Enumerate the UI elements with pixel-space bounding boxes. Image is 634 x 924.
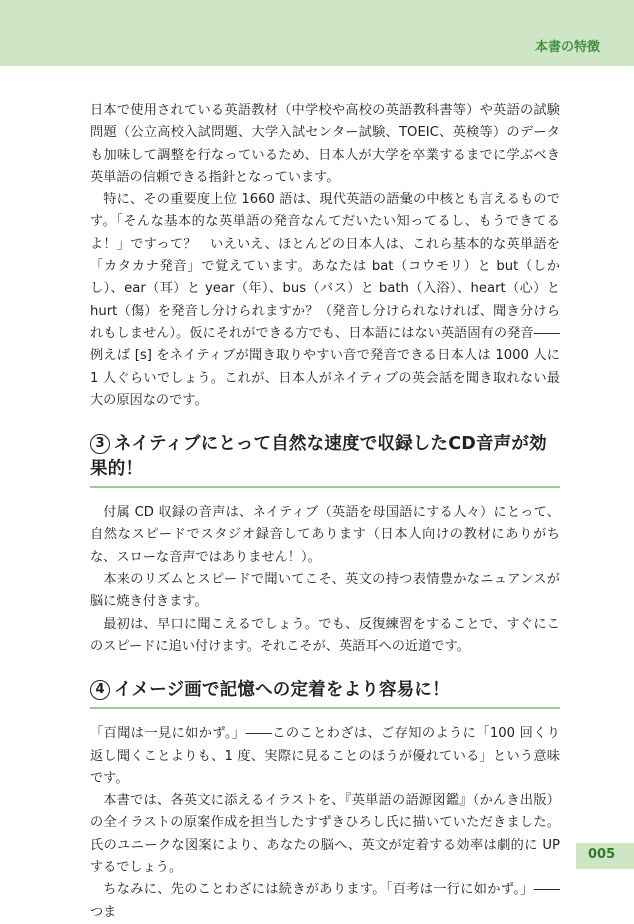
chapter-title: 本書の特徴 bbox=[534, 40, 600, 55]
header-band bbox=[0, 0, 634, 66]
section-4-paragraph-2: 本書では、各英文に添えるイラストを、『英単語の語源図鑑』（かんき出版）の全イラストの原案作成を担当したすずきひろし氏に描いていただきました。氏のユニークな図案により、あなたの脳へ、英文が定着する効率は劇的に UP するでしょう。 bbox=[90, 793, 560, 876]
intro-paragraph-1: 日本で使用されている英語教材（中学校や高校の英語教科書等）や英語の試験問題（公立高校入試問題、大学入試センター試験、TOEIC、英検等）のデータも加味して調整を行なっているため、日本人が大学を卒業するまでに学ぶべき英単語の信頼できる指針となっています。 bbox=[90, 103, 560, 185]
section-3-heading bbox=[90, 430, 560, 488]
section-3-paragraph-1: 付属 CD 収録の音声は、ネイティブ（英語を母国語にする人々）にとって、自然なスピードでスタジオ録音してあります（日本人向けの教材にありがちな、スローな音声ではありません！）。 bbox=[90, 505, 560, 565]
intro-paragraph-2: 特に、その重要度上位 1660 語は、現代英語の語彙の中核とも言えるものです。「そんな基本的な英単語の発音なんてだいたい知ってるし、もうできてるよ！」ですって？ いえいえ、ほとんどの日本人は、これら基本的な英単語を「カタカナ発音」で覚えています。あなたは bat（コウモリ）と but（しかし）、ear（耳）と year（年）、bus（バス）と bath（入浴）、heart（心）と hurt（傷）を発音し分けられますか？（発音し分けられなければ、聞き分けられもしません）。仮にそれができる方でも、日本語にはない英語固有の発音――例えば [s] をネイティブが聞き取りやすい音で発音できる日本人は 1000 人に 1 人ぐらいでしょう。これが、日本人がネイティブの英会話を聞き取れない最大の原因なのです。 bbox=[90, 192, 560, 408]
page-number-tab bbox=[576, 843, 634, 869]
section-4-title: イメージ画で記憶への定着をより容易に！ bbox=[114, 680, 450, 701]
section-4-paragraph-1: 「百聞は一見に如かず。」――このことわざは、ご存知のように「100 回くり返し聞くことよりも、1 度、実際に見ることのほうが優れている」という意味です。 bbox=[90, 726, 560, 786]
section-4-number: 4 bbox=[90, 680, 110, 700]
section-3-title: ネイティブにとって自然な速度で収録したCD音声が効果的！ bbox=[90, 434, 547, 480]
page-number: 005 bbox=[588, 847, 616, 862]
page-body bbox=[90, 100, 560, 924]
section-4-heading bbox=[90, 676, 560, 709]
section-3-number: 3 bbox=[90, 434, 110, 454]
section-3-paragraph-3: 最初は、早口に聞こえるでしょう。でも、反復練習をすることで、すぐにこのスピードに追い付けます。それこそが、英語耳への近道です。 bbox=[90, 616, 560, 654]
section-3-paragraph-2: 本来のリズムとスピードで聞いてこそ、英文の持つ表情豊かなニュアンスが脳に焼き付きます。 bbox=[90, 572, 560, 610]
section-4-paragraph-3: ちなみに、先のことわざには続きがあります。「百考は一行に如かず。」――つま bbox=[90, 882, 560, 920]
